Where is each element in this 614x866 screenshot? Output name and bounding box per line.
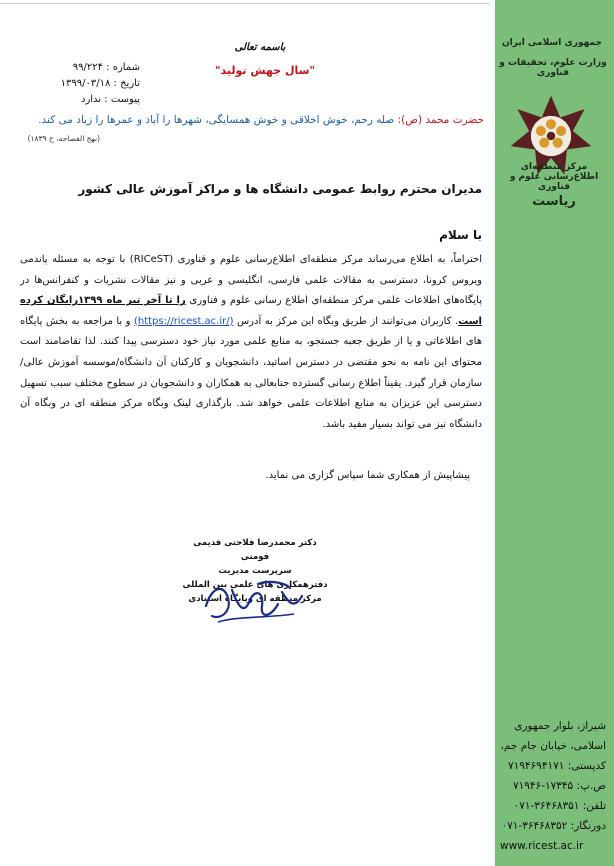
hadith-source: (نهج الفصاحه، ح ۱۸۳۹) [27, 134, 100, 143]
meta-date-label: تاریخ : [113, 78, 140, 89]
body-part-3: و با مراجعه به بخش پایگاه های اطلاعاتی و یا از طریق جعبه جستجو، به منابع علمی مورد نیاز خود دسترسی پیدا کنند. لذا تقاضامند است محتوای این نامه به نحو مقتضی در دسترس اساتید، دانشجویان و کارکنان آن دانشگاه/موسسه آموزش عالی/سازمان قرار گیرد. یقیناً اطلاع رسانی گسترده جتابعالی به همکاران و دانشجویان در سطوح مختلف سبب تسهیل دسترسی این عزیزان به منابع اطلاعات علمی خواهد شد. بارگذاری لینک وبگاه مرکز منطقه ای در وبگاه آن دانشگاه نیز می تواند بسیار مفید باشد. [20, 315, 482, 430]
recipient-line: مدیران محترم روابط عمومی دانشگاه ها و مراکز آموزش عالی کشور [78, 182, 482, 196]
signer-center: مرکز منطقه ای وپایگاه استنادی [188, 594, 322, 604]
hadith-author: حضرت محمد (ص): [397, 114, 484, 126]
sidebar-country: جمهوری اسلامی ایران [501, 38, 603, 48]
fax-number: دورنگار: ۳۶۴۶۸۳۵۲-۰۷۱ [501, 820, 606, 832]
closing-line: پیشاپیش از همکاری شما سپاس گزاری می نماید. [265, 470, 470, 481]
hadith-quote [28, 114, 484, 126]
body-part-1: احتراماً، به اطلاع می‌رساند مرکز منطقه‌ای اطلاع‌رسانی علوم و فناوری (RICeST) با توجه به مسئله پاندمی ویروس کرونا، دسترسی به مقالات علمی فارسی، انگلیسی و عربی و نیز مقالات نشریات و کنفرانس‌ها در پایگاه‌های اطلاعات علمی مرکز منطقه‌ای اطلاع رسانی علوم و فناوری [20, 254, 482, 307]
hadith-text: صله رحم، خوش اخلاقی و خوش همسایگی، شهرها را آباد و عمرها را زیاد می کند. [38, 114, 395, 126]
handwritten-signature [198, 576, 308, 626]
address-line-2: اسلامی، خیابان جام جم، [500, 740, 606, 752]
meta-number-label: شماره : [106, 62, 140, 73]
postal-code: کدپستی: ۷۱۹۴۶۹۴۱۷۱ [507, 760, 606, 772]
body-part-2: . کاربران می‌توانند از طریق وبگاه این مرکز به آدرس [236, 315, 459, 327]
meta-attachment [50, 92, 140, 108]
greeting: با سلام [439, 228, 482, 242]
sidebar-center-name: مرکز منطقه‌ای اطلاع‌رسانی علوم و فناوری [509, 162, 599, 192]
website-link[interactable]: (https://ricest.ac.ir/) [133, 315, 234, 327]
body-highlight: را تا آخر تیر ماه ۱۳۹۹رایگان کرده است [20, 295, 482, 327]
meta-attachment-label: پیوست : [104, 94, 140, 105]
meta-attachment-value: ندارد [81, 94, 102, 105]
letterhead-sidebar [490, 0, 614, 866]
meta-number [50, 60, 140, 76]
signer-office: دفترهمکاری های علمی بین المللی [182, 580, 328, 590]
letter-body [20, 250, 482, 435]
po-box: ص.پ: ۱۷۳۴۵-۷۱۹۴۶ [513, 780, 606, 792]
meta-number-value: ۹۹/۲۲۴ [72, 62, 103, 73]
phone-number: تلفن: ۳۶۴۶۸۳۵۱-۰۷۱ [513, 800, 606, 812]
meta-date [50, 76, 140, 92]
sidebar-address [500, 716, 606, 856]
sidebar-presidency: ریاست [532, 194, 576, 209]
year-slogan: "سال جهش تولید" [214, 64, 316, 77]
website-url[interactable]: www.ricest.ac.ir [500, 840, 584, 852]
sidebar-ministry: وزارت علوم، تحقیقات و فناوری [499, 58, 607, 78]
signer-title: سرپرست مدیریت [218, 566, 292, 576]
meta-date-value: ۱۳۹۹/۰۳/۱۸ [60, 78, 111, 89]
address-line-1: شیراز، بلوار جمهوری [514, 720, 606, 732]
signer-name: دکتر محمدرضا فلاحتی قدیمی فومنی [193, 538, 317, 562]
letter-meta [50, 60, 140, 108]
bismillah-heading: باسمه تعالی [234, 42, 286, 53]
